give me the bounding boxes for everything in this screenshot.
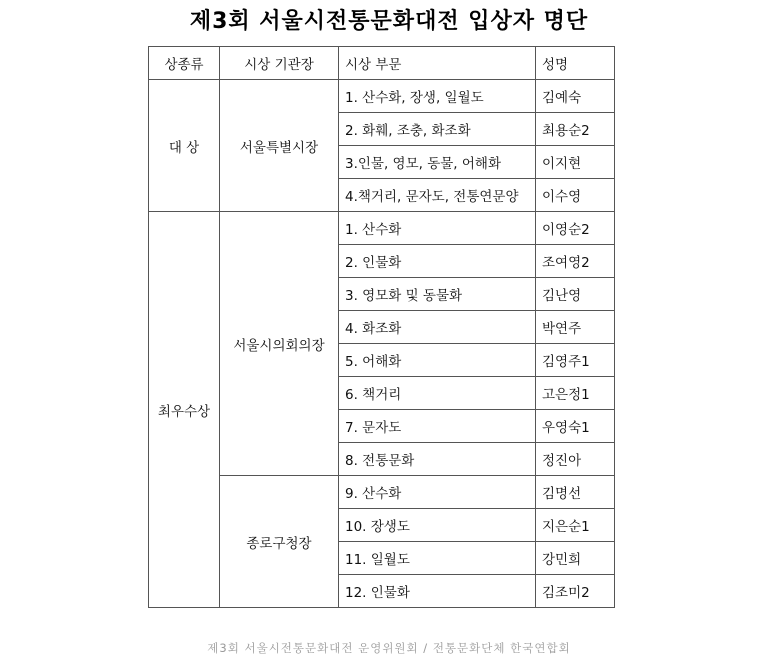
category-cell: 11. 일월도 [339,542,536,575]
award-type-cell: 최우수상 [149,212,220,608]
name-cell: 김예숙 [536,80,615,113]
header-name: 성명 [536,47,615,80]
category-cell: 10. 장생도 [339,509,536,542]
category-cell: 4. 화조화 [339,311,536,344]
institution-cell: 서울시의회의장 [220,212,339,476]
name-cell: 이지현 [536,146,615,179]
category-cell: 5. 어해화 [339,344,536,377]
name-cell: 조여영2 [536,245,615,278]
name-cell: 이수영 [536,179,615,212]
category-cell: 6. 책거리 [339,377,536,410]
page-title: 제3회 서울시전통문화대전 입상자 명단 [189,9,589,34]
category-cell: 3. 영모화 및 동물화 [339,278,536,311]
table-row [149,80,615,113]
name-cell: 이영순2 [536,212,615,245]
name-cell: 김조미2 [536,575,615,608]
header-award-type: 상종류 [149,47,220,80]
category-cell: 9. 산수화 [339,476,536,509]
institution-cell: 종로구청장 [220,476,339,608]
name-cell: 김명선 [536,476,615,509]
category-cell: 12. 인물화 [339,575,536,608]
category-cell: 4.책거리, 문자도, 전통연문양 [339,179,536,212]
name-cell: 박연주 [536,311,615,344]
table-header-row [149,47,615,80]
winners-table [148,46,615,608]
header-institution: 시상 기관장 [220,47,339,80]
category-cell: 7. 문자도 [339,410,536,443]
name-cell: 김영주1 [536,344,615,377]
name-cell: 정진아 [536,443,615,476]
name-cell: 김난영 [536,278,615,311]
category-cell: 3.인물, 영모, 동물, 어해화 [339,146,536,179]
award-type-cell: 대 상 [149,80,220,212]
category-cell: 1. 산수화, 장생, 일월도 [339,80,536,113]
name-cell: 지은순1 [536,509,615,542]
category-cell: 2. 인물화 [339,245,536,278]
name-cell: 우영숙1 [536,410,615,443]
institution-cell: 서울특별시장 [220,80,339,212]
category-cell: 8. 전통문화 [339,443,536,476]
header-category: 시상 부문 [339,47,536,80]
name-cell: 강민희 [536,542,615,575]
category-cell: 2. 화훼, 조충, 화조화 [339,113,536,146]
name-cell: 최용순2 [536,113,615,146]
category-cell: 1. 산수화 [339,212,536,245]
name-cell: 고은정1 [536,377,615,410]
table-row [149,212,615,245]
footer-credit: 제3회 서울시전통문화대전 운영위원회 / 전통문화단체 한국연합회 [207,641,571,655]
